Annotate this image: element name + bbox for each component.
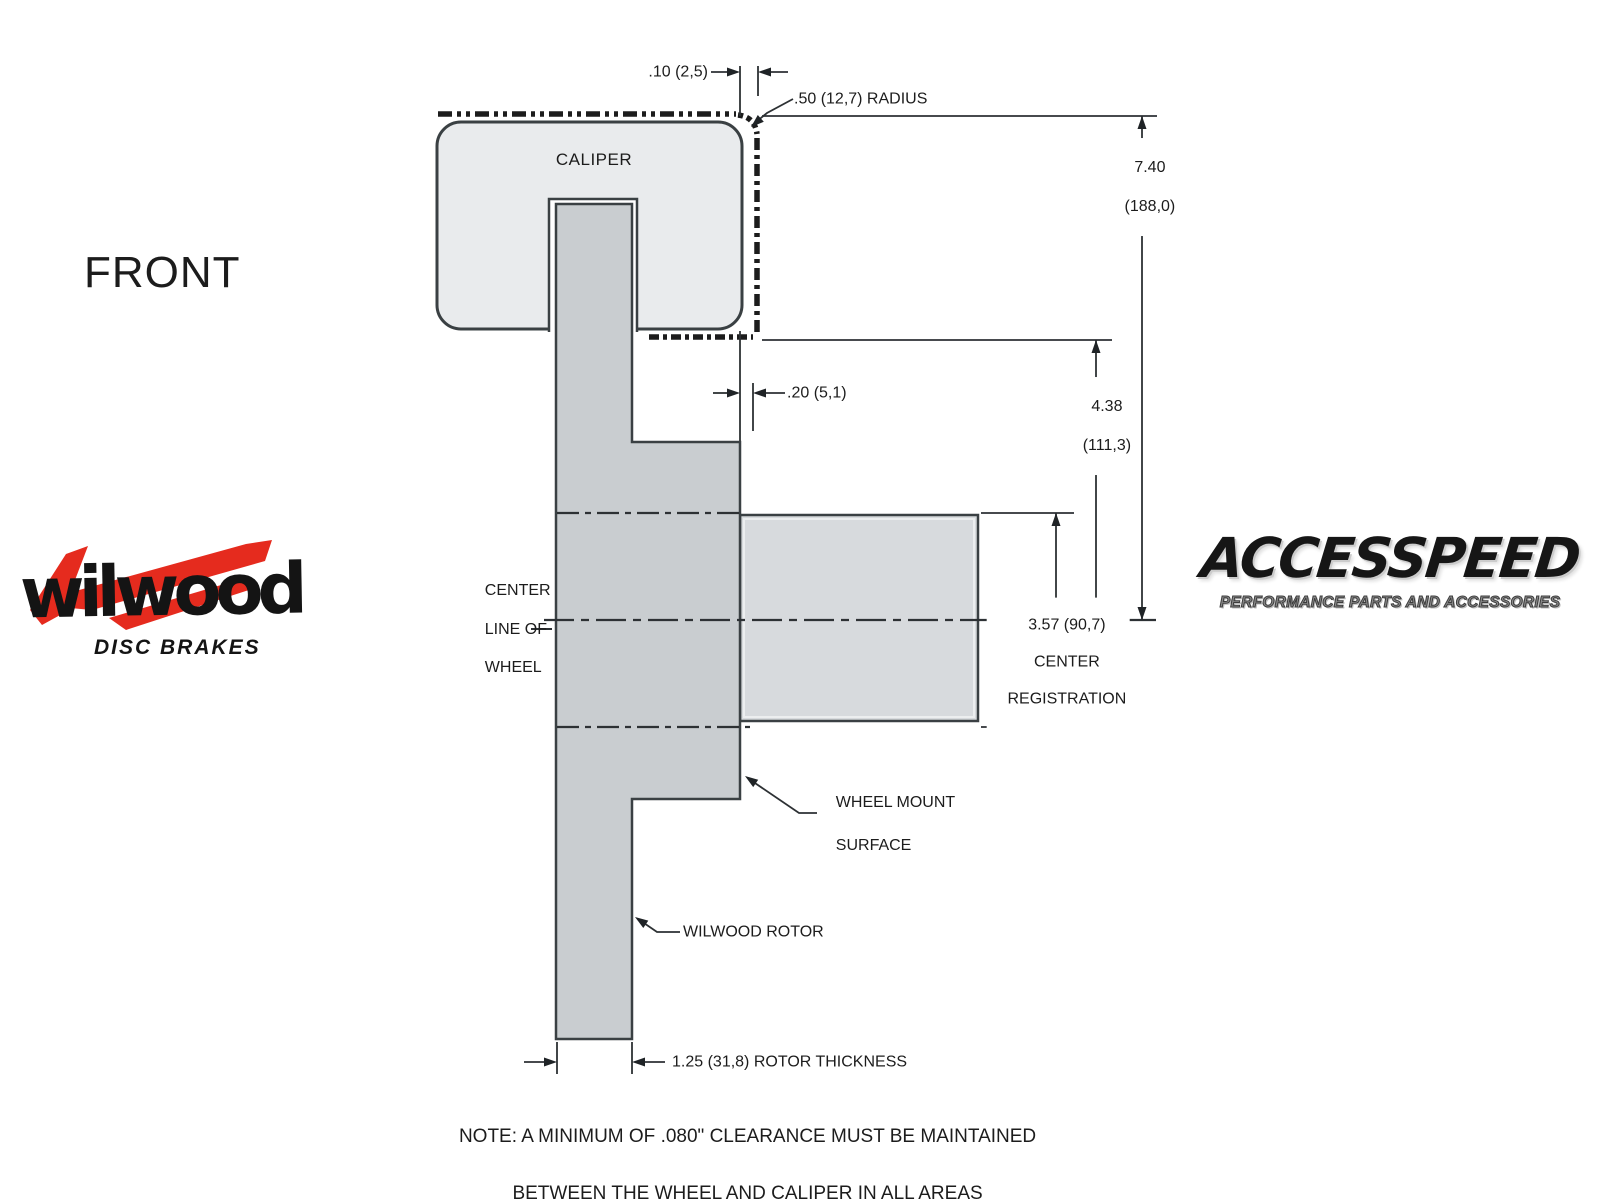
clearance-note-line2: BETWEEN THE WHEEL AND CALIPER IN ALL AREAS [512, 1182, 983, 1200]
centerline-line2: LINE OF [484, 620, 548, 638]
accesspeed-wordmark: ACCESSPEED [1197, 526, 1583, 590]
caliper-label: CALIPER [555, 150, 633, 169]
accesspeed-tagline: PERFORMANCE PARTS AND ACCESSORIES [1219, 594, 1561, 611]
dim-center-registration-value: 3.57 (90,7) [1028, 617, 1106, 635]
dim-wheel-face-to-center [1062, 377, 1134, 475]
clearance-note-line1: NOTE: A MINIMUM OF .080" CLEARANCE MUST BE MAINTAINED [458, 1125, 1037, 1147]
dim-wheel-face-mm: (111,3) [1082, 436, 1132, 454]
wheel-mount-line1: WHEEL MOUNT [835, 793, 956, 811]
dim-overall-height-in: 7.40 [1134, 159, 1166, 177]
dim-center-registration-word2: REGISTRATION [1007, 690, 1127, 708]
centerline-of-wheel-label [467, 562, 551, 696]
wilwood-wordmark: wilwood [19, 547, 303, 635]
dim-center-registration-word1: CENTER [1033, 653, 1100, 671]
hub-shape [740, 515, 978, 721]
dim-rotor-thickness: 1.25 (31,8) ROTOR THICKNESS [672, 1053, 908, 1071]
clearance-note [407, 1094, 1067, 1200]
wheel-mount-surface-label [818, 770, 955, 878]
dim-overall-height [1104, 138, 1178, 236]
accesspeed-logo [1190, 526, 1590, 612]
dim-caliper-wheel-gap-top: .10 (2,5) [648, 63, 708, 81]
centerline-line3: WHEEL [484, 658, 542, 676]
dim-wheel-face-in: 4.38 [1091, 398, 1123, 416]
dim-corner-radius: .50 (12,7) RADIUS [794, 90, 928, 108]
dim-center-registration [987, 598, 1130, 729]
dim-caliper-wheel-gap-side: .20 (5,1) [787, 384, 847, 402]
wilwood-tagline: DISC BRAKES [94, 636, 261, 659]
dim-overall-height-mm: (188,0) [1124, 197, 1176, 215]
wilwood-logo [14, 528, 334, 673]
wheel-mount-line2: SURFACE [835, 836, 912, 854]
wilwood-rotor-label: WILWOOD ROTOR [683, 923, 824, 941]
front-view-label: FRONT [84, 248, 241, 297]
centerline-line1: CENTER [484, 582, 551, 600]
